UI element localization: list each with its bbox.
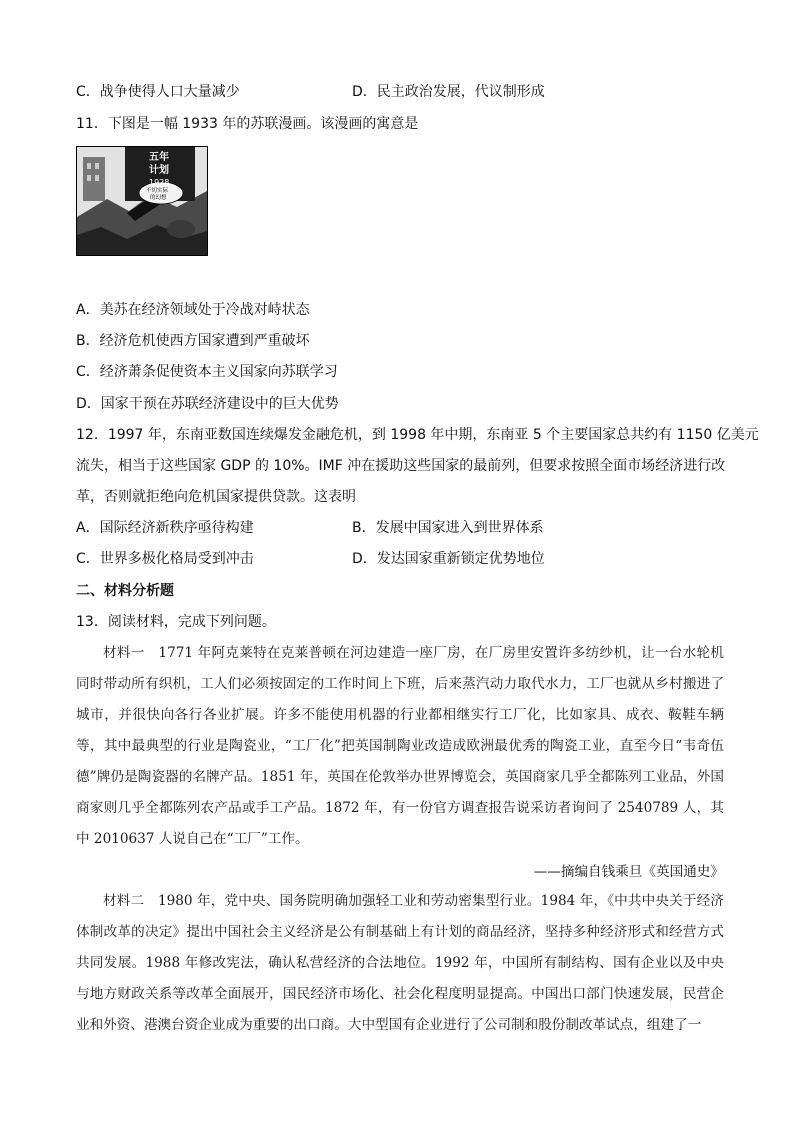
- q13-material-2: 材料二 1980 年，党中央、国务院明确加强轻工业和劳动密集型行业。1984 年，《中共中央关于经济体制改革的决定》提出中国社会主义经济是公有制基础上有计划的商品经济，坚持多种经济形式和经营方式共同发展。1988 年修改宪法，确认私营经济的合法地位。1992 年，中国所有制结构、国有企业以及中央与地方财政关系等改革全面展开，国民经济市场化、社会化程度明显提高。中国出口部门快速发展，民营企业和外资、港澳台资企业成为重要的出口商。大中型国有企业进行了公司制和股份制改革试点，组建了一: [76, 893, 724, 1033]
- q12-option-d: D．发达国家重新锁定优势地位: [352, 551, 545, 567]
- q10-option-d: D．民主政治发展，代议制形成: [352, 84, 545, 100]
- cartoon-title-line2: 计划: [149, 165, 169, 176]
- q12-option-c: C．世界多极化格局受到冲击: [76, 551, 254, 567]
- soviet-cartoon-image: [76, 146, 208, 256]
- q11-option-b: B．经济危机使西方国家遭到严重破坏: [76, 333, 310, 349]
- cartoon-bubble-line1: 不切实际: [146, 188, 169, 194]
- cartoon-title-line1: 五年: [149, 152, 169, 163]
- q11-option-d: D．国家干预在苏联经济建设中的巨大优势: [76, 396, 339, 412]
- q12-stem-line1: 12．1997 年，东南亚数国连续爆发金融危机，到 1998 年中期，东南亚 5 个主要国家总共约有 1150 亿美元: [76, 427, 759, 443]
- cartoon-bubble-line2: 的幻想: [150, 195, 167, 201]
- q12-option-b: B．发展中国家进入到世界体系: [352, 520, 544, 536]
- q11-option-c: C．经济萧条促使资本主义国家向苏联学习: [76, 364, 338, 380]
- q12-option-a: A．国际经济新秩序亟待构建: [76, 520, 254, 536]
- q11-stem: 11．下图是一幅 1933 年的苏联漫画。该漫画的寓意是: [76, 116, 419, 132]
- q12-stem-line3: 革，否则就拒绝向危机国家提供贷款。这表明: [76, 489, 356, 505]
- q11-option-a: A．美苏在经济领域处于冷战对峙状态: [76, 302, 310, 318]
- cartoon-year: 1928: [149, 178, 170, 187]
- q12-stem-line2: 流失，相当于这些国家 GDP 的 10%。IMF 冲在援助这些国家的最前列，但要求按照全面市场经济进行改: [76, 458, 726, 474]
- q10-option-c: C．战争使得人口大量减少: [76, 84, 240, 100]
- section-title: 二、材料分析题: [76, 583, 174, 599]
- q13-stem: 13．阅读材料，完成下列问题。: [76, 614, 276, 630]
- cartoon-illustration: [77, 147, 207, 255]
- q13-material-1: 材料一 1771 年阿克莱特在克莱普顿在河边建造一座厂房，在厂房里安置许多纺纱机，让一台水轮机同时带动所有织机，工人们必须按固定的工作时间上下班，后来蒸汽动力取代水力，工厂也就从乡村搬进了城市，并很快向各行各业扩展。许多不能使用机器的行业都相继实行工厂化，比如家具、成衣、鞍鞋车辆等，其中最典型的行业是陶瓷业，“工厂化”把英国制陶业改造成欧洲最优秀的陶瓷工业，直至今日“韦奇伍德”牌仍是陶瓷器的名牌产品。1851 年，英国在伦敦举办世界博览会，英国商家几乎全都陈列工业品，外国商家则几乎全都陈列农产品或手工产品。1872 年，有一份官方调查报告说采访者询问了 2540789 人，其中 2010637 人说自己在“工厂”工作。: [76, 645, 724, 847]
- q13-source-1: ——摘编自钱乘旦《英国通史》: [533, 864, 724, 880]
